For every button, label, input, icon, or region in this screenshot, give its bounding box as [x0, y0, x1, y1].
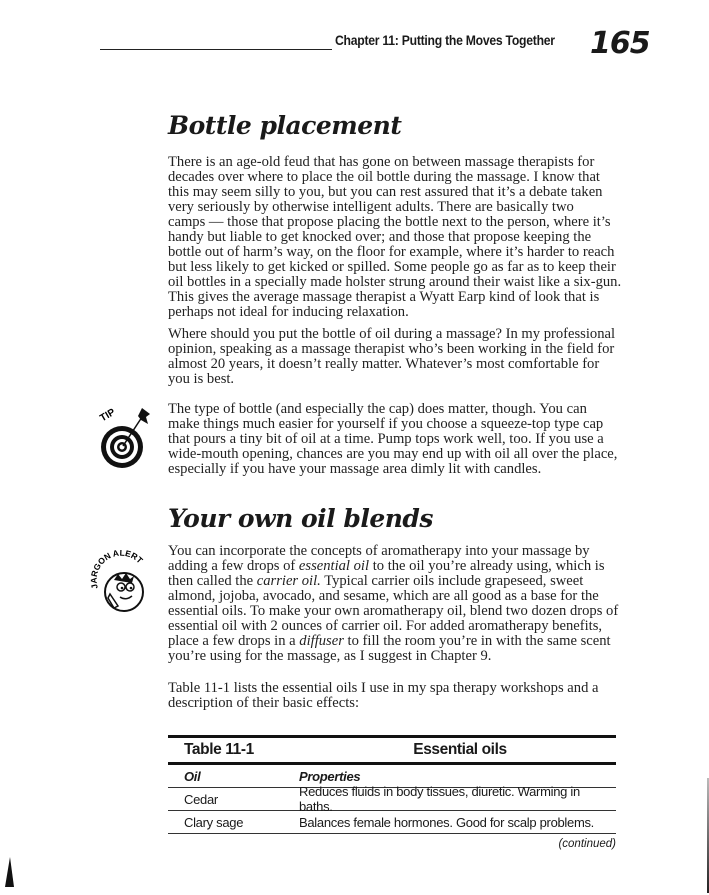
paragraph-table-intro [168, 681, 628, 711]
text-line: bottle out of harm’s way, on the floor for example, where it’s harder to reach [168, 244, 615, 261]
running-head: Chapter 11: Putting the Moves Together [335, 33, 555, 49]
text-line: almond, jojoba, avocado, and sesame, which are all good as a base for the [168, 588, 599, 605]
text-line: adding a few drops of essential oil to the oil you’re already using, which is [168, 558, 605, 575]
text-line: you’re using for the massage, as I suggest in Chapter 9. [168, 648, 492, 665]
text-line: very seriously by otherwise intelligent adults. There are basically two [168, 199, 574, 216]
header-rule [100, 49, 332, 50]
table-row [168, 811, 616, 833]
text-line: but less likely to get kicked or spilled. Some people go as far as to keep their [168, 259, 616, 276]
table-number: Table 11-1 [184, 741, 254, 758]
table-continued-label: (continued) [558, 838, 616, 850]
oil-name: Clary sage [184, 814, 244, 830]
scan-artifact-right [707, 778, 709, 893]
paragraph-where-to-put [168, 327, 628, 387]
column-header-oil: Oil [184, 768, 201, 784]
text-line: Where should you put the bottle of oil during a massage? In my professional [168, 326, 616, 342]
table-row-rule [168, 833, 616, 834]
text-line: perhaps not ideal for inducing relaxation. [168, 304, 409, 321]
text-line: essential oils. To make your own aromatherapy oil, blend two dozen drops of [168, 603, 619, 620]
table-row [168, 784, 616, 814]
svg-text:TIP: TIP [98, 406, 118, 425]
oil-name: Cedar [184, 791, 218, 807]
text-line: handy but liable to get knocked over; and those that propose keeping the [168, 229, 592, 246]
italic-term: essential oil [298, 558, 370, 575]
essential-oils-table [168, 735, 616, 850]
svg-text:JARGON ALERT: JARGON ALERT [88, 550, 145, 591]
text-line: The type of bottle (and especially the cap) does matter, though. You can [168, 401, 587, 417]
section-heading-oil-blends: Your own oil blends [168, 504, 433, 533]
oil-properties: Balances female hormones. Good for scalp problems. [299, 814, 594, 830]
table-title: Essential oils [413, 741, 507, 758]
paragraph-bottle-feud [168, 155, 628, 321]
oil-properties: Reduces fluids in body tissues, diuretic. Warming in baths. [299, 784, 580, 814]
page-number: 165 [590, 26, 650, 61]
tip-icon [92, 404, 156, 475]
text-line: then called the carrier oil. Typical carrier oils include grapeseed, sweet [168, 573, 584, 590]
jargon-alert-icon [88, 550, 152, 621]
text-line: description of their basic effects: [168, 695, 360, 712]
text-line: that pours a tiny bit of oil at a time. Pump tops work well, too. If you use a [168, 431, 604, 448]
text-line: you is best. [168, 371, 235, 388]
text-line: oil bottles in a specially made holster strung around their waist like a six-gun. [168, 274, 622, 291]
text-line: Table 11-1 lists the essential oils I use in my spa therapy workshops and a [168, 680, 599, 696]
text-line: almost 20 years, it doesn’t really matter. Whatever’s most comfortable for [168, 356, 600, 373]
scan-artifact-left [5, 857, 14, 887]
text-line: this may seem silly to you, but you can rest assured that it’s a debate taken [168, 184, 603, 201]
italic-term: carrier oil. [256, 573, 321, 590]
text-line: make things much easier for yourself if you choose a squeeze-top type cap [168, 416, 604, 433]
text-line: place a few drops in a diffuser to fill the room you’re in with the same scent [168, 633, 611, 650]
paragraph-aromatherapy-jargon [168, 544, 628, 664]
italic-term: diffuser [299, 633, 344, 650]
text-line: camps — those that propose placing the bottle next to the person, where it’s [168, 214, 611, 231]
table-title-row [168, 738, 616, 762]
text-line: There is an age-old feud that has gone on between massage therapists for [168, 154, 595, 170]
column-header-properties: Properties [299, 768, 361, 784]
section-heading-bottle-placement: Bottle placement [168, 111, 402, 140]
text-line: wide-mouth opening, chances are you may end up with oil all over the place, [168, 446, 618, 463]
paragraph-bottle-type-tip [168, 402, 628, 477]
text-line: especially if you have your massage area dimly lit with candles. [168, 461, 542, 478]
text-line: You can incorporate the concepts of aromatherapy into your massage by [168, 543, 590, 559]
text-line: essential oil with 2 ounces of carrier oil. For added aromatherapy benefits, [168, 618, 603, 635]
text-line: decades over where to place the oil bottle during the massage. I know that [168, 169, 600, 186]
text-line: This gives the average massage therapist a Wyatt Earp kind of look that is [168, 289, 600, 306]
text-line: opinion, speaking as a massage therapist who’s been working in the field for [168, 341, 615, 358]
